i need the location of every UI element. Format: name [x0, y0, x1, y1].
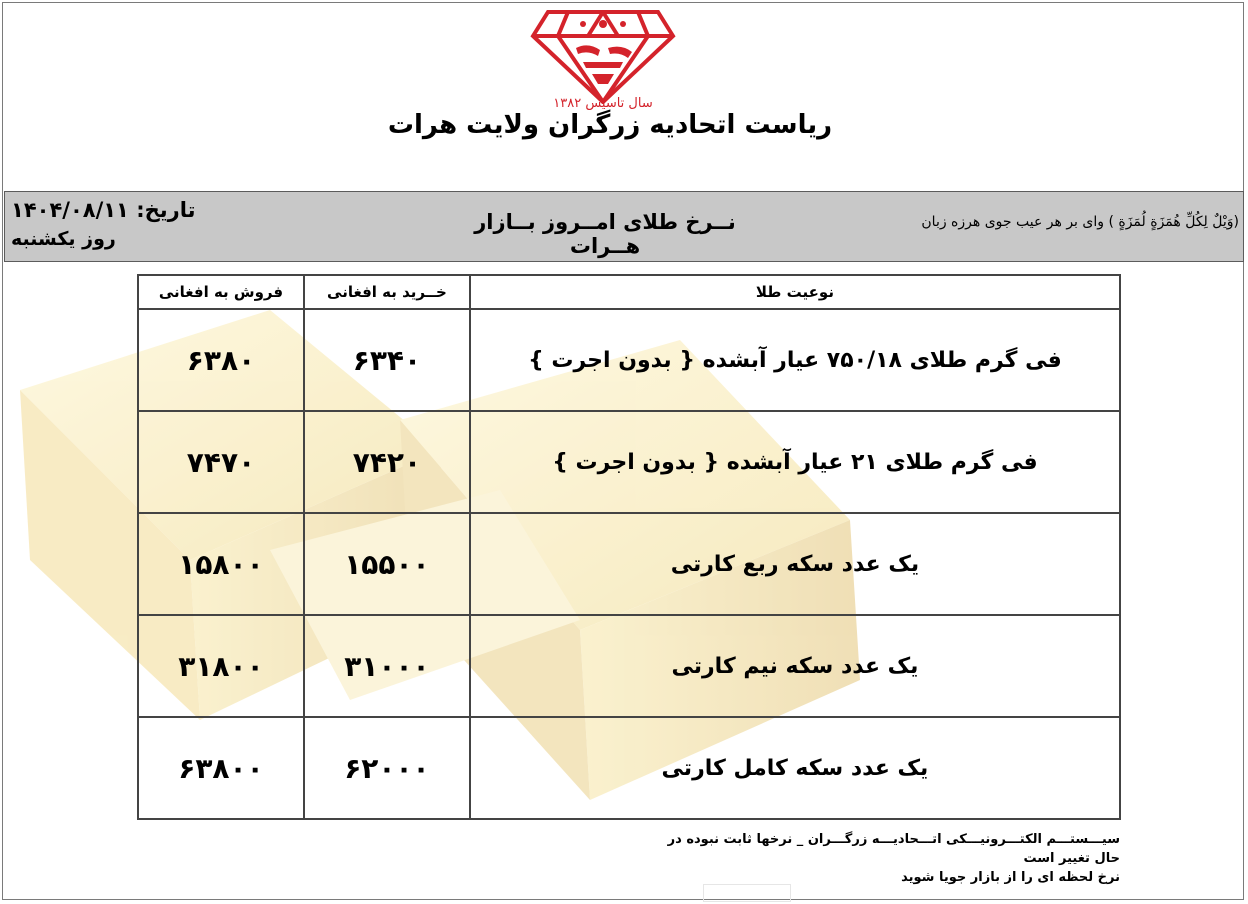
buy-price-cell: ۶۳۴۰ — [304, 309, 470, 411]
page-title: نــرخ طلای امــروز بــازار هــرات — [474, 210, 736, 258]
header — [0, 0, 1248, 190]
header-sell: فروش به افغانی — [138, 275, 304, 309]
date-label: تاریخ: ۱۴۰۴/۰۸/۱۱ — [11, 198, 196, 222]
gold-type-cell: فی گرم طلای ۷۵۰/۱۸ عیار آبشده { بدون اجرت } — [470, 309, 1120, 411]
gold-type-cell: یک عدد سکه کامل کارتی — [470, 717, 1120, 819]
buy-price-cell: ۱۵۵۰۰ — [304, 513, 470, 615]
sell-price-cell: ۶۳۸۰۰ — [138, 717, 304, 819]
union-name: ریاست اتحادیه زرگران ولایت هرات — [387, 110, 833, 140]
sell-price-cell: ۳۱۸۰۰ — [138, 615, 304, 717]
header-gold-type: نوعیت طلا — [470, 275, 1120, 309]
header-buy: خــرید به افغانی — [304, 275, 470, 309]
buy-price-cell: ۳۱۰۰۰ — [304, 615, 470, 717]
footer-note — [640, 830, 1120, 887]
gold-rates-table — [137, 274, 1121, 820]
title-bar — [4, 191, 1244, 262]
buy-price-cell: ۷۴۲۰ — [304, 411, 470, 513]
buy-price-cell: ۶۲۰۰۰ — [304, 717, 470, 819]
footer-line-1: سیـــستـــم الکتـــرونیـــکی اتـــحادیـــه زرگـــران _ نرخها ثابت نبوده در حال تغییر است — [667, 832, 1120, 866]
table-row — [138, 513, 1120, 615]
established-year: سال تاسیس ۱۳۸۲ — [553, 96, 653, 111]
table-row — [138, 411, 1120, 513]
table-row — [138, 309, 1120, 411]
table-row — [138, 717, 1120, 819]
weekday-label: روز یکشنبه — [11, 228, 116, 250]
gold-type-cell: فی گرم طلای ۲۱ عیار آبشده { بدون اجرت } — [470, 411, 1120, 513]
gold-type-cell: یک عدد سکه ربع کارتی — [470, 513, 1120, 615]
sell-price-cell: ۱۵۸۰۰ — [138, 513, 304, 615]
footer-line-2: نرخ لحظه ای را از بازار جویا شوید — [901, 870, 1120, 885]
table-row — [138, 615, 1120, 717]
quran-verse: (وَيْلٌ لِكُلِّ هُمَزَةٍ لُمَزَةٍ ) وای بر هر عیب جوی هرزه زبان — [921, 214, 1239, 230]
gold-type-cell: یک عدد سکه نیم کارتی — [470, 615, 1120, 717]
red-diamond-calligraphy-logo — [528, 4, 678, 104]
table-header-row — [138, 275, 1120, 309]
faint-stamp — [703, 884, 791, 902]
sell-price-cell: ۷۴۷۰ — [138, 411, 304, 513]
sell-price-cell: ۶۳۸۰ — [138, 309, 304, 411]
